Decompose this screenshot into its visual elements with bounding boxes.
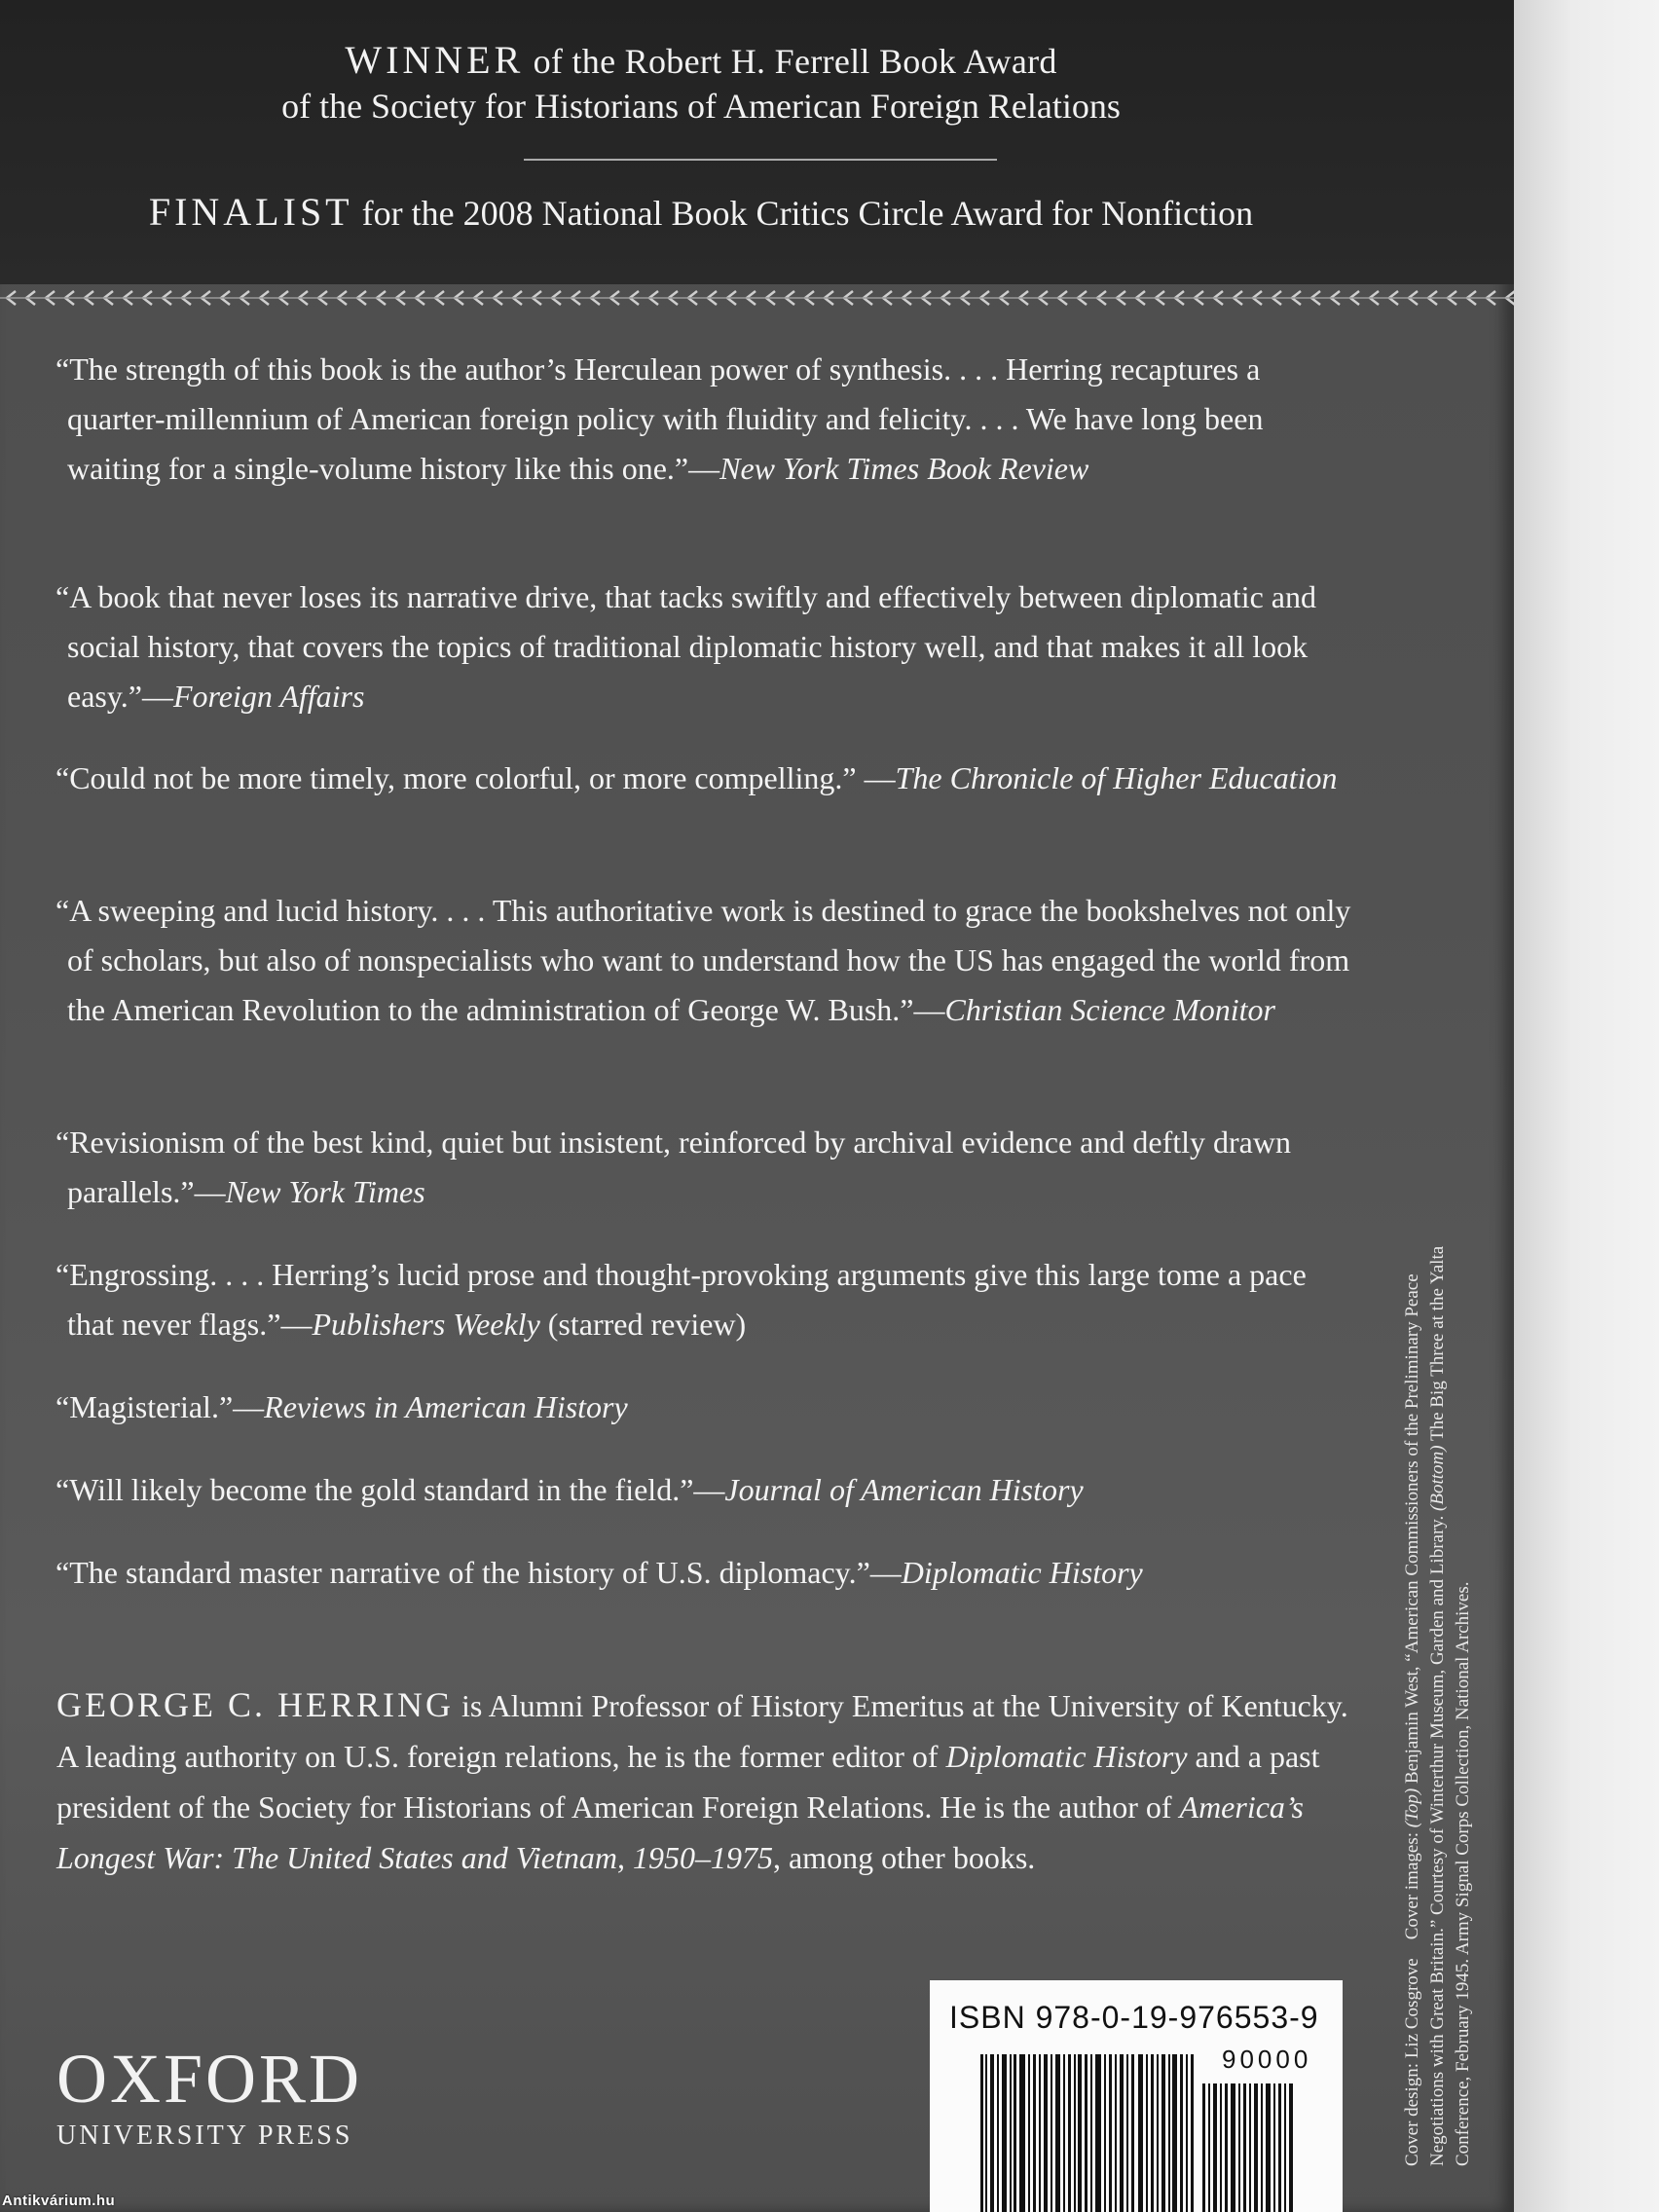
publisher-name: OXFORD — [56, 2040, 363, 2118]
chevron-border — [0, 282, 1514, 313]
quote-source: Reviews in American History — [264, 1389, 628, 1424]
watermark: Antikvárium.hu — [2, 2193, 116, 2209]
quote-source: New York Times Book Review — [719, 451, 1089, 486]
quote-source: Christian Science Monitor — [944, 992, 1275, 1027]
barcode-bars — [980, 2054, 1311, 2212]
divider — [524, 159, 997, 161]
quote-text: “A sweeping and lucid history. . . . This authoritative work is destined to grace the bookshelves not only of scholars, but also of nonspecialists who want to understand how the US has engaged the world from the American Revolution to the administration of George W. Bush.”— — [55, 893, 1351, 1027]
quote-text: “A book that never loses its narrative drive, that tacks swiftly and effectively between diplomatic and social history, that covers the topics of traditional diplomatic history well, and that makes it all look easy.”— — [55, 579, 1316, 714]
quote-suffix: (starred review) — [539, 1307, 747, 1342]
quote-text: “Will likely become the gold standard in the field.”— — [55, 1472, 725, 1507]
quote-text: “Engrossing. . . . Herring’s lucid prose and thought-provoking arguments give this large tome a pace that never flags.”— — [55, 1257, 1307, 1342]
awards-band — [0, 0, 1514, 284]
finalist-label: FINALIST — [148, 190, 353, 234]
review-quote — [54, 1548, 1352, 1598]
top-credit: Benjamin West, “American Commissioners of the Preliminary Peace Negotiations with Great Britain.” Courtesy of Winterthur Museum, Garden and Library. — [1402, 1273, 1448, 2166]
review-quote — [54, 1382, 1352, 1432]
review-quote — [54, 1118, 1352, 1217]
top-label: (Top) — [1402, 1788, 1422, 1828]
quote-source: Journal of American History — [724, 1472, 1084, 1507]
quote-source: Diplomatic History — [901, 1555, 1143, 1590]
bottom-label: (Bottom) — [1427, 1445, 1448, 1511]
quote-source: The Chronicle of Higher Education — [895, 760, 1338, 795]
isbn-number: ISBN 978-0-19-976553-9 — [949, 2000, 1319, 2035]
quote-source: Foreign Affairs — [172, 679, 365, 714]
images-label: Cover images: — [1402, 1827, 1422, 1940]
publisher-subtitle: UNIVERSITY PRESS — [56, 2120, 353, 2151]
quote-text: “The standard master narrative of the history of U.S. diplomacy.”— — [55, 1555, 902, 1590]
quote-text: “Could not be more timely, more colorful, or more compelling.” — — [55, 760, 896, 795]
winner-label: WINNER — [345, 38, 525, 82]
quote-text: “The strength of this book is the author’s Herculean power of synthesis. . . . Herring recaptures a quarter-millennium of American foreign policy with fluidity and felicity. . . . We have long been waiting for a single-volume history like this one.”— — [55, 351, 1264, 486]
bottom-credit: The Big Three at the Yalta Conference, February 1945. Army Signal Corps Collection, National Archives. — [1427, 1245, 1473, 2166]
price-code: 90000 — [1222, 2045, 1312, 2074]
author-name: GEORGE C. HERRING — [56, 1685, 454, 1724]
publisher-logo — [56, 2040, 363, 2152]
winner-text: of the Robert H. Ferrell Book Award — [533, 42, 1057, 81]
bio-text: and a past president of the Society for Historians of American Foreign Relations. He is the author of — [56, 1739, 1320, 1825]
review-quote — [54, 572, 1352, 721]
page-edge — [1514, 0, 1659, 2212]
bio-book-title: America’s Longest War: The United States and Vietnam, 1950–1975 — [56, 1789, 1304, 1875]
quote-source: New York Times — [225, 1174, 425, 1209]
quote-text: “Revisionism of the best kind, quiet but insistent, reinforced by archival evidence and deftly drawn parallels.”— — [55, 1124, 1291, 1209]
isbn-barcode — [930, 1980, 1343, 2212]
bio-text: is Alumni Professor of History Emeritus at the University of Kentucky. A leading authority on U.S. foreign relations, he is the former editor of — [56, 1688, 1348, 1774]
review-quote — [54, 886, 1352, 1035]
quote-source: Publishers Weekly — [312, 1307, 540, 1342]
award-finalist-line — [0, 189, 1402, 235]
author-bio — [56, 1679, 1351, 1883]
review-quote — [54, 345, 1352, 494]
cover-credits — [1400, 1188, 1476, 2166]
review-quote — [54, 1250, 1352, 1349]
award-winner-line — [0, 37, 1402, 83]
quote-text: “Magisterial.”— — [55, 1389, 265, 1424]
finalist-text: for the 2008 National Book Critics Circle Award for Nonfiction — [361, 194, 1254, 233]
review-quote — [54, 1465, 1352, 1515]
bio-journal-title: Diplomatic History — [945, 1739, 1188, 1774]
award-society-line: of the Society for Historians of American Foreign Relations — [281, 87, 1121, 126]
cover-design-credit: Cover design: Liz Cosgrove — [1402, 1958, 1422, 2166]
review-quote — [54, 754, 1352, 803]
bio-text: , among other books. — [772, 1840, 1036, 1875]
